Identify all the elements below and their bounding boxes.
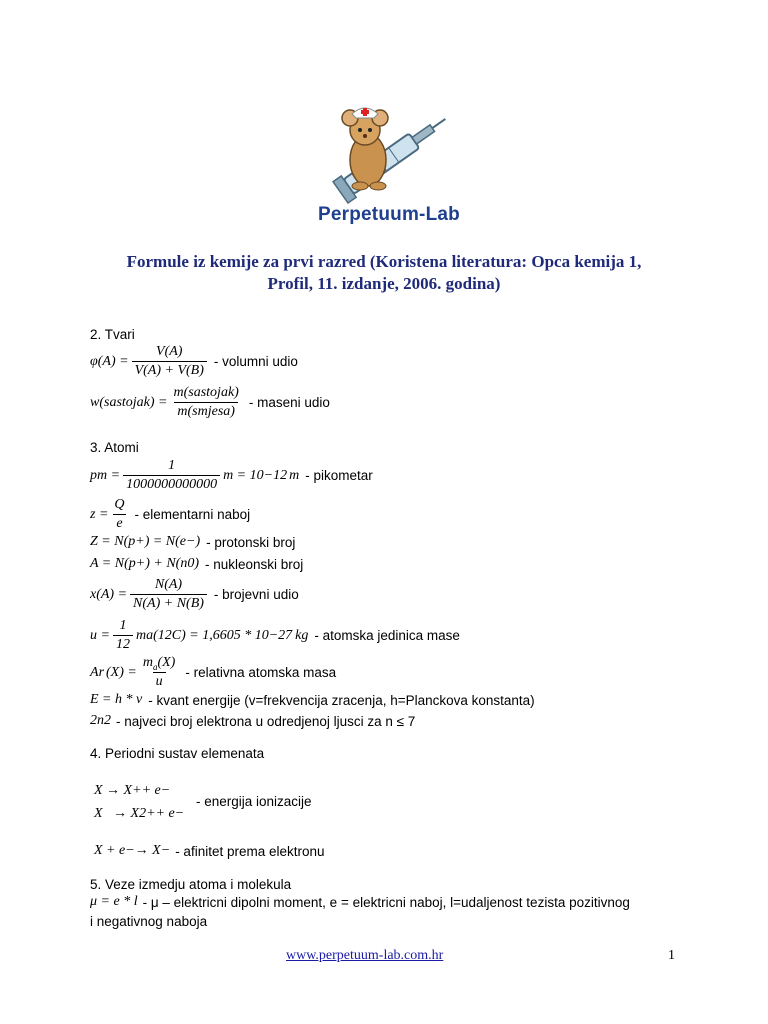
formula-energy-quantum: E = h * ν - kvant energije (v=frekvencija zracenja, h=Planckova konstanta) xyxy=(90,692,535,708)
section-4-heading: 4. Periodni sustav elemenata xyxy=(90,746,265,761)
section-5-heading: 5. Veze izmedju atoma i molekula xyxy=(90,877,292,892)
logo-brand-text: Perpetuum-Lab xyxy=(318,204,460,225)
logo xyxy=(310,100,460,230)
formula-dipole-moment: μ = e * l - μ – elektricni dipolni moment, e = elektricni naboj, l=udaljenost tezista pozitivnog xyxy=(90,894,630,910)
page-number: 1 xyxy=(668,948,675,963)
formula-atomic-mass-unit: u = $\frac{1}{12}$ m a ( 12 C) = 1,6605 * 10 −27 kg - atomska jedinica mase xyxy=(90,618,460,652)
page-title-line2: Profil, 11. izdanje, 2006. godina) xyxy=(267,274,501,293)
formula-elementary-charge: z = $\frac{Q}{e}$ - elementarni naboj xyxy=(90,497,251,531)
section-2-heading: 2. Tvari xyxy=(90,327,135,342)
formula-electron-affinity: X + e − → X − - afinitet prema elektronu xyxy=(94,843,325,859)
formula-max-electrons: 2n 2 - najveci broj elektrona u odredjenoj ljusci za n ≤ 7 xyxy=(90,713,416,729)
dipole-moment-desc-cont: i negativnog naboja xyxy=(90,914,208,929)
formula-picometer: pm = $\frac{1}{1000000000000}$ m = 10 −12 m - pikometar xyxy=(90,458,373,492)
page-title-line1: Formule iz kemije za prvi razred (Koristena literatura: Opca kemija 1, xyxy=(126,252,642,271)
formula-mass-fraction: w(sastojak) = $\frac{\text{m(sastojak)}}{\text{m(smjesa)}}$ - maseni udio xyxy=(90,385,330,419)
ionization-energy-label: - energija ionizacije xyxy=(196,794,312,809)
formula-relative-atomic-mass: A r (X) = $\frac{m_a(X)}{u}$ - relativna atomska masa xyxy=(90,655,337,689)
footer-website-link[interactable]: www.perpetuum-lab.com.hr xyxy=(286,948,444,963)
formula-proton-number: Z = N(p + ) = N(e − ) - protonski broj xyxy=(90,534,296,550)
section-3-heading: 3. Atomi xyxy=(90,440,139,455)
formula-number-fraction: x(A) = $\frac{N(A)}{N(A) + N(B)}$ - brojevni udio xyxy=(90,577,299,611)
formula-ionization-1: X → X + + e − xyxy=(94,783,171,798)
formula-ionization-2: X → X 2+ + e − xyxy=(94,806,185,821)
mouse-syringe-mascot-icon xyxy=(310,100,460,210)
formula-nucleon-number: A = N(p + ) + N(n 0 ) - nukleonski broj xyxy=(90,556,304,572)
formula-volume-fraction: φ(A) = $\frac{V(A)}{V(A) + V(B)}$ - volumni udio xyxy=(90,344,298,378)
